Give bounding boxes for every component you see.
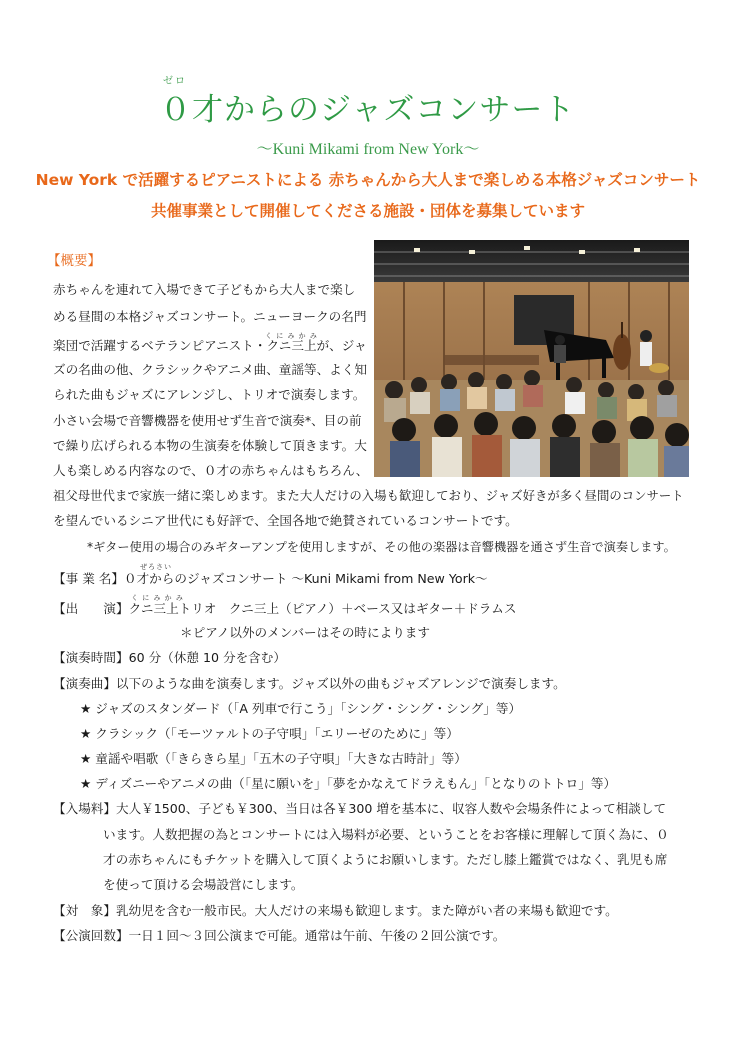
event-name-ruby: ぜろさい xyxy=(140,563,172,571)
overview-line: 人も楽しめる内容なので、０才の赤ちゃんはもちろん、 xyxy=(53,463,369,478)
overview-heading: 【概要】 xyxy=(47,253,101,269)
overview-line: られた曲もジャズにアレンジし、トリオで演奏します。 xyxy=(53,387,366,402)
overview-line: める昼間の本格ジャズコンサート。ニューヨークの名門 xyxy=(53,309,367,324)
duration: 【演奏時間】60 分（休憩 10 分を含む） xyxy=(53,650,286,665)
lead-line-2: 共催事業として開催してくださる施設・団体を募集しています xyxy=(150,202,585,220)
admission-fee: 才の赤ちゃんにもチケットを購入して頂くようにお願いします。ただし膝上鑑賞ではなく、乳児も席 xyxy=(103,852,668,867)
song-item: ★ 童謡や唱歌（「きらきら星」「五木の子守唄」「大きな古時計」等） xyxy=(80,751,467,766)
performance-count: 【公演回数】一日１回〜３回公演まで可能。通常は午前、午後の２回公演です。 xyxy=(53,928,506,943)
concert-photo-illustration xyxy=(374,240,689,477)
guitar-note: *ギター使用の場合のみギターアンプを使用しますが、その他の楽器は音響機器を通さず生音で演奏します。 xyxy=(87,540,676,554)
performers-ruby: く に み か み xyxy=(131,594,184,602)
songs-intro: 【演奏曲】以下のような曲を演奏します。ジャズ以外の曲もジャズアレンジで演奏します。 xyxy=(53,676,566,691)
overview-line: 小さい会場で音響機器を使用せず生音で演奏*、目の前 xyxy=(53,413,362,428)
event-name: 【事 業 名】０才からのジャズコンサート 〜Kuni Mikami from New York〜 xyxy=(53,571,488,586)
performers-note: ＊ピアノ以外のメンバーはその時によります xyxy=(180,625,430,640)
admission-fee: を使って頂ける会場設営にします。 xyxy=(103,877,304,892)
concert-photo xyxy=(374,240,689,477)
song-item: ★ クラシック（「モーツァルトの子守唄」「エリーゼのために」等） xyxy=(80,726,459,741)
admission-fee: います。人数把握の為とコンサートには入場料が必要、ということをお客様に理解して頂く為に、０ xyxy=(103,827,669,842)
overview-line: を望んでいるシニア世代にも好評で、全国各地で絶賛されているコンサートです。 xyxy=(53,513,518,528)
admission-fee: 【入場料】大人￥1500、子ども￥300、当日は各￥300 増を基本に、収容人数や会場条件によって相談して xyxy=(53,801,667,816)
song-item: ★ ディズニーやアニメの曲（「星に願いを」「夢をかなえてドラえもん」「となりのトトロ」等） xyxy=(80,776,617,791)
target-audience: 【対 象】乳幼児を含む一般市民。大人だけの来場も歓迎します。また障がい者の来場も歓迎です。 xyxy=(53,903,618,918)
overview-line: ズの名曲の他、クラシックやアニメ曲、童謡等、よく知 xyxy=(53,362,367,377)
performer-name-ruby: く に み か み xyxy=(265,332,318,340)
overview-line: 赤ちゃんを連れて入場できて子どもから大人まで楽し xyxy=(53,282,356,297)
page-subtitle: 〜Kuni Mikami from New York〜 xyxy=(256,141,480,158)
overview-line: 祖父母世代まで家族一緒に楽しめます。また大人だけの入場も歓迎しており、ジャズ好きが多く昼間のコンサート xyxy=(53,488,684,503)
song-item: ★ ジャズのスタンダード（「A 列車で行こう」「シング・シング・シング」等） xyxy=(80,701,522,716)
page-title: ０才からのジャズコンサート xyxy=(160,92,576,128)
overview-line: で繰り広げられる本物の生演奏を体験して頂きます。大 xyxy=(53,438,367,453)
lead-line-1: New York で活躍するピアニストによる 赤ちゃんから大人まで楽しめる本格ジャズコンサート xyxy=(35,171,701,189)
performers: 【出 演】クニ三上トリオ クニ三上（ピアノ）＋ベース又はギター＋ドラムス xyxy=(53,601,517,616)
title-ruby: ゼロ xyxy=(163,76,187,87)
overview-line: 楽団で活躍するベテランピアニスト・クニ三上が、ジャ xyxy=(53,338,367,353)
